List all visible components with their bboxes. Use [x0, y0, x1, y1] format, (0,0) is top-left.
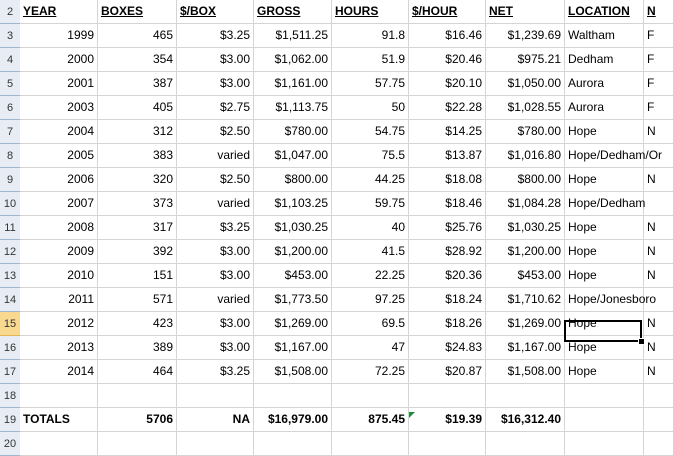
empty-cell[interactable] — [565, 384, 644, 408]
table-cell[interactable]: $1,062.00 — [254, 48, 332, 72]
table-cell[interactable]: Hope — [565, 240, 644, 264]
table-cell[interactable]: 59.75 — [332, 192, 409, 216]
empty-cell[interactable] — [332, 384, 409, 408]
table-cell[interactable]: $14.25 — [409, 120, 486, 144]
table-cell[interactable]: $20.36 — [409, 264, 486, 288]
table-cell[interactable]: 571 — [98, 288, 177, 312]
table-cell[interactable]: N — [644, 240, 674, 264]
row-header-14[interactable]: 14 — [0, 288, 20, 312]
table-cell[interactable]: $3.00 — [177, 48, 254, 72]
table-cell[interactable]: 2010 — [20, 264, 98, 288]
row-header-3[interactable]: 3 — [0, 24, 20, 48]
table-cell[interactable]: N — [644, 216, 674, 240]
table-cell[interactable]: $1,084.28 — [486, 192, 565, 216]
row-header-16[interactable]: 16 — [0, 336, 20, 360]
sheet-row-8 — [0, 144, 663, 168]
empty-cell[interactable] — [98, 384, 177, 408]
table-cell[interactable]: 2000 — [20, 48, 98, 72]
column-header-cell[interactable]: LOCATION — [565, 0, 644, 24]
table-cell[interactable]: 51.9 — [332, 48, 409, 72]
sheet-row-15 — [0, 312, 656, 336]
table-cell[interactable]: $1,200.00 — [486, 240, 565, 264]
totals-cell[interactable]: $19.39 — [409, 408, 486, 432]
table-cell[interactable]: 2008 — [20, 216, 98, 240]
row-header-8[interactable]: 8 — [0, 144, 20, 168]
table-cell[interactable]: $20.10 — [409, 72, 486, 96]
table-cell[interactable]: $25.76 — [409, 216, 486, 240]
table-cell[interactable]: 312 — [98, 120, 177, 144]
table-cell[interactable]: $18.24 — [409, 288, 486, 312]
table-cell[interactable]: $3.00 — [177, 264, 254, 288]
table-cell[interactable]: 2011 — [20, 288, 98, 312]
table-cell[interactable]: 320 — [98, 168, 177, 192]
row-header-17[interactable]: 17 — [0, 360, 20, 384]
row-header-9[interactable]: 9 — [0, 168, 20, 192]
table-cell[interactable]: 97.25 — [332, 288, 409, 312]
totals-cell[interactable] — [644, 408, 674, 432]
table-cell[interactable]: F — [644, 72, 674, 96]
sheet-row-13 — [0, 264, 656, 288]
table-cell[interactable]: $1,167.00 — [254, 336, 332, 360]
table-cell[interactable]: $22.28 — [409, 96, 486, 120]
sheet-row-20 — [0, 432, 650, 456]
table-cell[interactable]: 2007 — [20, 192, 98, 216]
table-cell[interactable]: $18.46 — [409, 192, 486, 216]
table-cell[interactable]: $1,167.00 — [486, 336, 565, 360]
table-cell[interactable]: $2.50 — [177, 168, 254, 192]
comment-indicator-icon — [409, 412, 415, 418]
column-header-cell[interactable]: $/HOUR — [409, 0, 486, 24]
fill-handle[interactable] — [638, 338, 645, 345]
table-cell[interactable]: 354 — [98, 48, 177, 72]
table-cell[interactable]: $1,508.00 — [254, 360, 332, 384]
table-cell[interactable]: 91.8 — [332, 24, 409, 48]
table-cell[interactable]: $18.26 — [409, 312, 486, 336]
row-header-4[interactable]: 4 — [0, 48, 20, 72]
table-cell[interactable]: Waltham — [565, 24, 644, 48]
table-cell[interactable]: 464 — [98, 360, 177, 384]
column-header-cell[interactable]: $/BOX — [177, 0, 254, 24]
table-cell[interactable]: Hope/Jonesboro — [565, 288, 644, 312]
totals-cell[interactable]: NA — [177, 408, 254, 432]
table-cell[interactable]: 423 — [98, 312, 177, 336]
table-cell[interactable]: varied — [177, 192, 254, 216]
column-header-cell[interactable]: BOXES — [98, 0, 177, 24]
table-cell[interactable]: Hope — [565, 168, 644, 192]
table-cell[interactable]: Hope — [565, 360, 644, 384]
table-cell[interactable]: $3.00 — [177, 72, 254, 96]
row-header-18[interactable]: 18 — [0, 384, 20, 408]
table-cell[interactable]: Hope — [565, 120, 644, 144]
empty-cell[interactable] — [409, 432, 486, 456]
table-cell[interactable]: 2013 — [20, 336, 98, 360]
totals-cell[interactable]: $16,312.40 — [486, 408, 565, 432]
table-cell[interactable]: N — [644, 360, 674, 384]
row-header-10[interactable]: 10 — [0, 192, 20, 216]
table-cell[interactable]: F — [644, 24, 674, 48]
table-cell[interactable]: 405 — [98, 96, 177, 120]
row-header-12[interactable]: 12 — [0, 240, 20, 264]
table-cell[interactable]: $3.00 — [177, 240, 254, 264]
table-cell[interactable]: $16.46 — [409, 24, 486, 48]
sheet-row-7 — [0, 120, 656, 144]
empty-cell[interactable] — [254, 432, 332, 456]
sheet-row-10 — [0, 192, 650, 216]
table-cell[interactable]: $1,161.00 — [254, 72, 332, 96]
sheet-row-2 — [0, 0, 656, 24]
row-header-2[interactable]: 2 — [0, 0, 20, 24]
table-cell[interactable]: $13.87 — [409, 144, 486, 168]
table-cell[interactable]: $28.92 — [409, 240, 486, 264]
table-cell[interactable]: 2012 — [20, 312, 98, 336]
column-header-cell[interactable]: NET — [486, 0, 565, 24]
totals-cell[interactable] — [565, 408, 644, 432]
table-cell[interactable]: Hope/Dedham/Or — [565, 144, 644, 168]
table-cell[interactable]: Aurora — [565, 72, 644, 96]
empty-cell[interactable] — [644, 432, 674, 456]
row-header-13[interactable]: 13 — [0, 264, 20, 288]
row-header-6[interactable]: 6 — [0, 96, 20, 120]
table-cell[interactable]: 392 — [98, 240, 177, 264]
table-cell[interactable]: $1,508.00 — [486, 360, 565, 384]
table-cell[interactable]: $1,200.00 — [254, 240, 332, 264]
table-cell[interactable]: varied — [177, 288, 254, 312]
table-cell[interactable]: $975.21 — [486, 48, 565, 72]
empty-cell[interactable] — [254, 384, 332, 408]
empty-cell[interactable] — [20, 432, 98, 456]
table-cell[interactable]: Dedham — [565, 48, 644, 72]
sheet-row-12 — [0, 240, 656, 264]
table-cell[interactable]: $453.00 — [254, 264, 332, 288]
table-cell[interactable]: N — [644, 264, 674, 288]
table-cell[interactable]: $2.50 — [177, 120, 254, 144]
table-cell[interactable]: 2004 — [20, 120, 98, 144]
table-cell[interactable]: 2005 — [20, 144, 98, 168]
empty-cell[interactable] — [98, 432, 177, 456]
empty-cell[interactable] — [486, 432, 565, 456]
table-cell[interactable]: $1,047.00 — [254, 144, 332, 168]
sheet-row-14 — [0, 288, 657, 312]
table-cell[interactable]: 44.25 — [332, 168, 409, 192]
table-cell[interactable]: 54.75 — [332, 120, 409, 144]
table-cell[interactable]: 1999 — [20, 24, 98, 48]
table-cell[interactable]: 389 — [98, 336, 177, 360]
table-cell[interactable]: 317 — [98, 216, 177, 240]
table-cell[interactable]: $1,239.69 — [486, 24, 565, 48]
empty-cell[interactable] — [177, 432, 254, 456]
table-cell[interactable]: $20.87 — [409, 360, 486, 384]
table-cell[interactable]: N — [644, 168, 674, 192]
table-cell[interactable]: 373 — [98, 192, 177, 216]
table-cell[interactable]: N — [644, 312, 674, 336]
column-header-cell[interactable]: YEAR — [20, 0, 98, 24]
table-cell[interactable]: 50 — [332, 96, 409, 120]
table-cell[interactable]: 2006 — [20, 168, 98, 192]
column-header-cell[interactable]: HOURS — [332, 0, 409, 24]
table-cell[interactable]: Hope — [565, 216, 644, 240]
table-cell[interactable]: 383 — [98, 144, 177, 168]
table-cell[interactable]: 2009 — [20, 240, 98, 264]
table-cell[interactable]: $1,773.50 — [254, 288, 332, 312]
empty-cell[interactable] — [20, 384, 98, 408]
table-cell[interactable]: varied — [177, 144, 254, 168]
sheet-row-17 — [0, 360, 656, 384]
empty-cell[interactable] — [565, 432, 644, 456]
table-cell[interactable]: $1,113.75 — [254, 96, 332, 120]
totals-cell[interactable]: 5706 — [98, 408, 177, 432]
table-cell[interactable]: N — [644, 120, 674, 144]
table-cell[interactable]: 387 — [98, 72, 177, 96]
sheet-row-5 — [0, 72, 655, 96]
empty-cell[interactable] — [177, 384, 254, 408]
totals-cell[interactable]: TOTALS — [20, 408, 98, 432]
table-cell[interactable]: $3.25 — [177, 360, 254, 384]
table-cell[interactable]: $1,269.00 — [254, 312, 332, 336]
column-header-cell[interactable]: GROSS — [254, 0, 332, 24]
sheet-row-16 — [0, 336, 656, 360]
row-header-5[interactable]: 5 — [0, 72, 20, 96]
table-cell[interactable]: 2003 — [20, 96, 98, 120]
totals-cell[interactable]: 875.45 — [332, 408, 409, 432]
table-cell[interactable]: Hope — [565, 312, 644, 336]
table-cell[interactable]: 75.5 — [332, 144, 409, 168]
empty-cell[interactable] — [644, 384, 674, 408]
table-cell[interactable]: $2.75 — [177, 96, 254, 120]
table-cell[interactable]: $24.83 — [409, 336, 486, 360]
table-cell[interactable]: Hope/Dedham — [565, 192, 644, 216]
sheet-row-4 — [0, 48, 655, 72]
table-cell[interactable] — [644, 192, 674, 216]
table-cell[interactable]: $1,511.25 — [254, 24, 332, 48]
sheet-row-9 — [0, 168, 656, 192]
table-cell[interactable]: $3.25 — [177, 24, 254, 48]
table-cell[interactable]: $20.46 — [409, 48, 486, 72]
table-cell[interactable]: 465 — [98, 24, 177, 48]
table-cell[interactable]: $18.08 — [409, 168, 486, 192]
table-cell[interactable]: $780.00 — [254, 120, 332, 144]
table-cell[interactable]: $800.00 — [254, 168, 332, 192]
table-cell[interactable]: $3.00 — [177, 312, 254, 336]
row-header-11[interactable]: 11 — [0, 216, 20, 240]
table-cell[interactable]: $453.00 — [486, 264, 565, 288]
table-cell[interactable]: 22.25 — [332, 264, 409, 288]
table-cell[interactable]: $1,030.25 — [486, 216, 565, 240]
table-cell[interactable]: 40 — [332, 216, 409, 240]
table-cell[interactable]: 57.75 — [332, 72, 409, 96]
table-cell[interactable]: 41.5 — [332, 240, 409, 264]
sheet-row-18 — [0, 384, 650, 408]
table-cell[interactable]: Hope — [565, 264, 644, 288]
table-cell[interactable]: 47 — [332, 336, 409, 360]
empty-cell[interactable] — [332, 432, 409, 456]
table-cell[interactable]: $1,016.80 — [486, 144, 565, 168]
table-cell[interactable]: N — [644, 336, 674, 360]
table-cell[interactable]: $800.00 — [486, 168, 565, 192]
table-cell[interactable]: $1,103.25 — [254, 192, 332, 216]
empty-cell[interactable] — [486, 384, 565, 408]
totals-cell[interactable]: $16,979.00 — [254, 408, 332, 432]
table-cell[interactable]: Aurora — [565, 96, 644, 120]
empty-cell[interactable] — [409, 384, 486, 408]
table-cell[interactable]: Hope — [565, 336, 644, 360]
table-cell[interactable]: 69.5 — [332, 312, 409, 336]
sheet-row-19 — [0, 408, 650, 432]
table-cell[interactable]: $1,030.25 — [254, 216, 332, 240]
table-cell[interactable]: $3.25 — [177, 216, 254, 240]
sheet-row-6 — [0, 96, 655, 120]
table-cell[interactable]: 2001 — [20, 72, 98, 96]
sheet-row-11 — [0, 216, 656, 240]
table-cell[interactable]: 151 — [98, 264, 177, 288]
table-cell[interactable]: $3.00 — [177, 336, 254, 360]
table-cell[interactable]: $1,269.00 — [486, 312, 565, 336]
row-header-15[interactable]: 15 — [0, 312, 20, 336]
row-header-7[interactable]: 7 — [0, 120, 20, 144]
table-cell[interactable]: F — [644, 96, 674, 120]
row-header-20[interactable]: 20 — [0, 432, 20, 456]
column-header-cell[interactable]: N — [644, 0, 674, 24]
row-header-19[interactable]: 19 — [0, 408, 20, 432]
table-cell[interactable]: F — [644, 48, 674, 72]
table-cell[interactable]: 2014 — [20, 360, 98, 384]
table-cell[interactable]: $1,710.62 — [486, 288, 565, 312]
table-cell[interactable]: 72.25 — [332, 360, 409, 384]
table-cell[interactable]: $780.00 — [486, 120, 565, 144]
sheet-row-3 — [0, 24, 655, 48]
table-cell[interactable]: $1,028.55 — [486, 96, 565, 120]
table-cell[interactable]: $1,050.00 — [486, 72, 565, 96]
